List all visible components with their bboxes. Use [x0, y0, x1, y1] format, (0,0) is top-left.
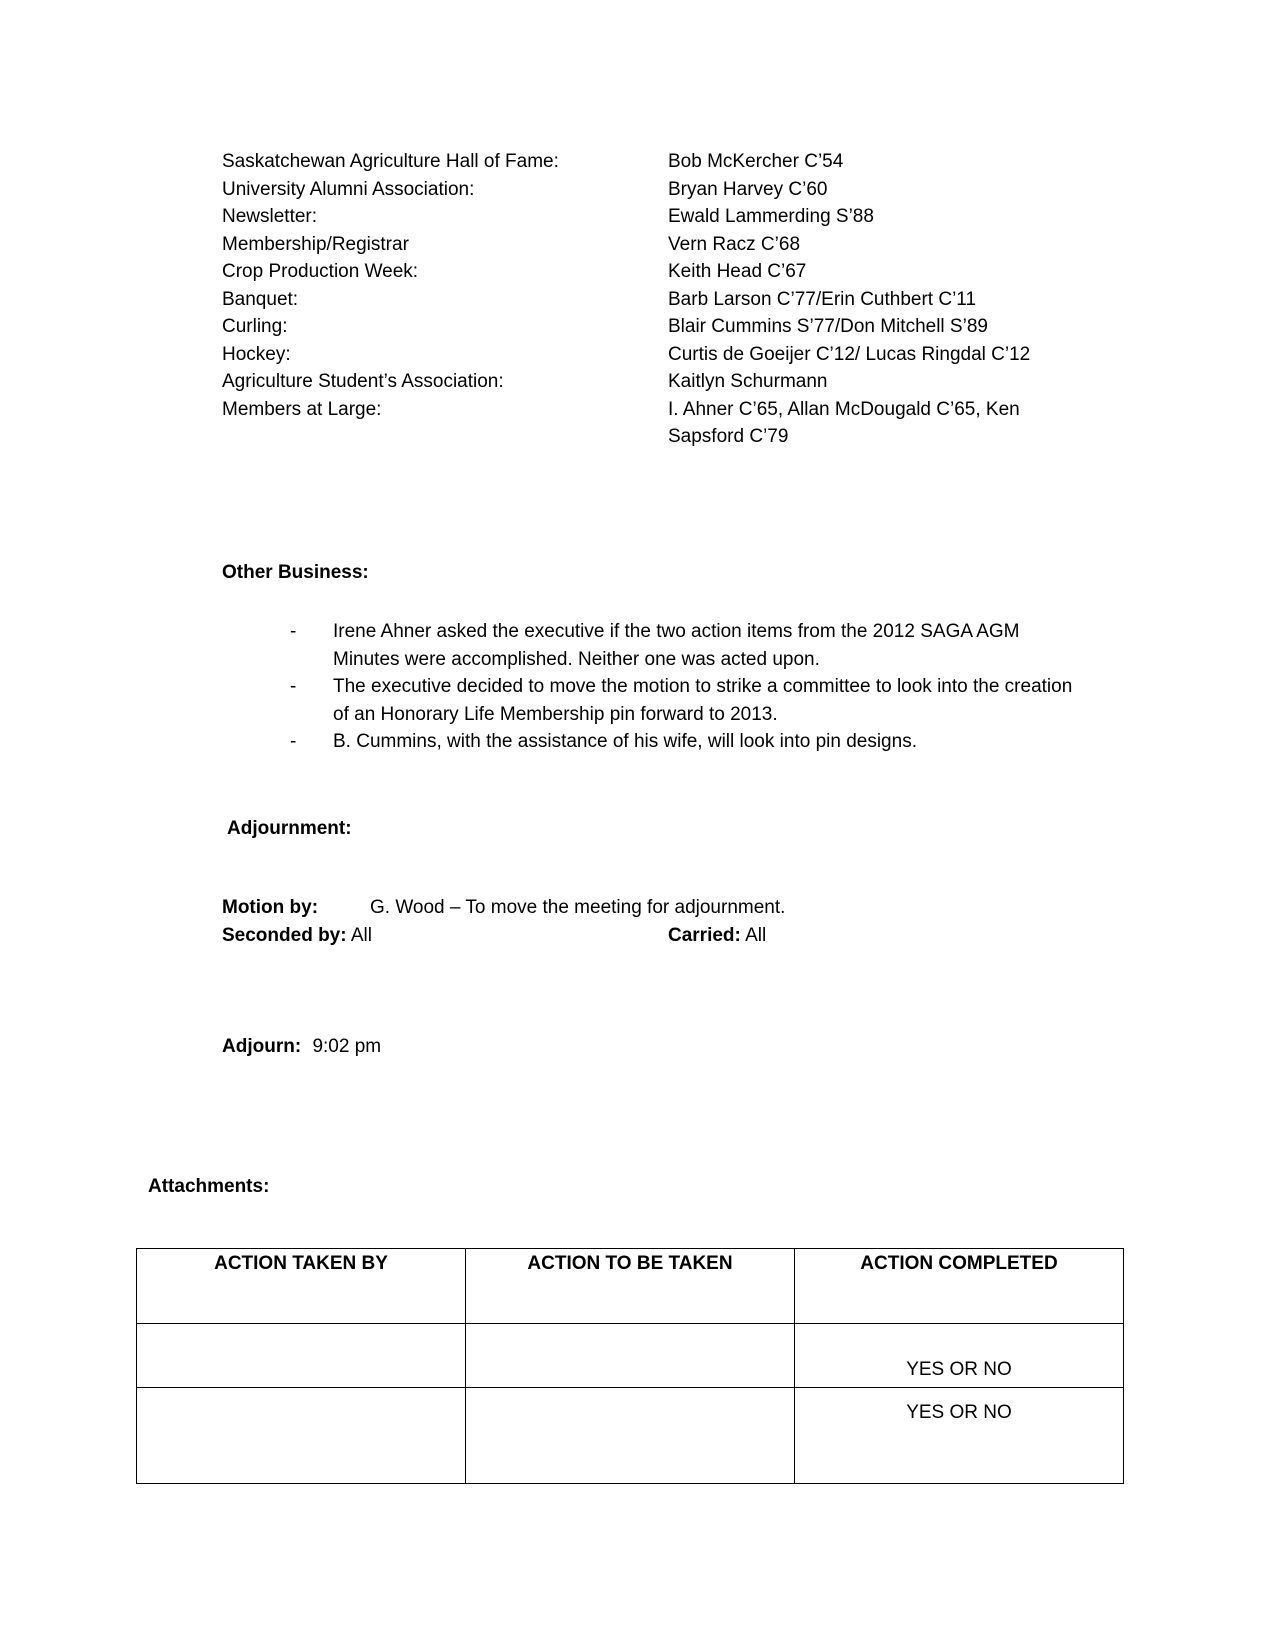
other-business-heading: Other Business: [222, 562, 369, 583]
roster-name: Blair Cummins S’77/Don Mitchell S’89 [668, 316, 988, 337]
roster-role: University Alumni Association: [222, 178, 475, 200]
roster-role: Crop Production Week: [222, 261, 419, 282]
action-table [136, 1248, 1124, 1484]
list-item [290, 618, 1090, 673]
roster-name: Vern Racz C’68 [668, 233, 801, 255]
roster-row [222, 313, 1082, 341]
table-cell [137, 1388, 466, 1484]
list-item-text: B. Cummins, with the assistance of his wife, will look into pin designs. [333, 731, 917, 752]
roster-name: Bryan Harvey C’60 [668, 178, 828, 200]
roster-row [222, 368, 1082, 396]
list-item [290, 673, 1090, 728]
roster-name: Ewald Lammerding S’88 [668, 206, 874, 227]
roster-name: Keith Head C’67 [668, 261, 807, 282]
motion-line [222, 897, 318, 919]
table-cell [466, 1324, 795, 1388]
carried-label: Carried: [668, 925, 741, 946]
list-item-text: Irene Ahner asked the executive if the two action items from the 2012 SAGA AGM Minutes were accomplished. Neither one was acted upon. [333, 621, 1020, 670]
column-header: ACTION TO BE TAKEN [466, 1249, 795, 1324]
roster-name: I. Ahner C’65, Allan McDougald C’65, Ken Sapsford C’79 [668, 398, 1020, 447]
roster-name: Curtis de Goeijer C’12/ Lucas Ringdal C’12 [668, 343, 1031, 365]
roster-role: Hockey: [222, 343, 291, 365]
roster-role: Members at Large: [222, 398, 382, 420]
roster-row [222, 231, 1082, 259]
seconded-line [222, 925, 372, 947]
carried-line [668, 925, 766, 947]
bullet-dash: - [290, 731, 297, 752]
table-row [137, 1388, 1124, 1484]
roster-row [222, 258, 1082, 286]
roster-role: Membership/Registrar [222, 233, 409, 255]
adjourn-line [222, 1036, 381, 1058]
adjourn-label: Adjourn: [222, 1036, 302, 1057]
other-business-list [290, 618, 1090, 756]
roster-row [222, 286, 1082, 314]
seconded-label: Seconded by: [222, 925, 347, 946]
table-cell [137, 1324, 466, 1388]
roster-name: Barb Larson C’77/Erin Cuthbert C’11 [668, 288, 977, 310]
roster-row [222, 341, 1082, 369]
roster-role: Banquet: [222, 288, 299, 310]
roster-role: Agriculture Student’s Association: [222, 371, 504, 392]
column-header: ACTION COMPLETED [795, 1249, 1124, 1324]
roster-role: Curling: [222, 316, 288, 337]
bullet-dash: - [290, 676, 297, 697]
adjourn-time: 9:02 pm [312, 1036, 382, 1057]
roster-role: Saskatchewan Agriculture Hall of Fame: [222, 151, 559, 172]
roster-name: Kaitlyn Schurmann [668, 371, 828, 392]
roster-row [222, 203, 1082, 231]
committee-roster [222, 148, 1082, 451]
attachments-heading: Attachments: [148, 1176, 270, 1197]
table-row [137, 1324, 1124, 1388]
adjournment-heading: Adjournment: [227, 818, 352, 839]
roster-row [222, 176, 1082, 204]
table-cell: YES OR NO [795, 1324, 1124, 1388]
table-cell [466, 1388, 795, 1484]
roster-role: Newsletter: [222, 206, 318, 227]
table-cell: YES OR NO [795, 1388, 1124, 1484]
column-header: ACTION TAKEN BY [137, 1249, 466, 1324]
roster-row [222, 396, 1082, 451]
roster-name: Bob McKercher C’54 [668, 151, 844, 172]
roster-row [222, 148, 1082, 176]
table-header-row [137, 1249, 1124, 1324]
list-item-text: The executive decided to move the motion to strike a committee to look into the creation of an Honorary Life Membership pin forward to 2013. [333, 676, 1073, 725]
seconded-value: All [350, 925, 372, 946]
motion-text: G. Wood – To move the meeting for adjournment. [370, 897, 786, 918]
bullet-dash: - [290, 621, 297, 642]
carried-value: All [745, 925, 767, 946]
list-item [290, 728, 1090, 756]
motion-label: Motion by: [222, 897, 319, 918]
